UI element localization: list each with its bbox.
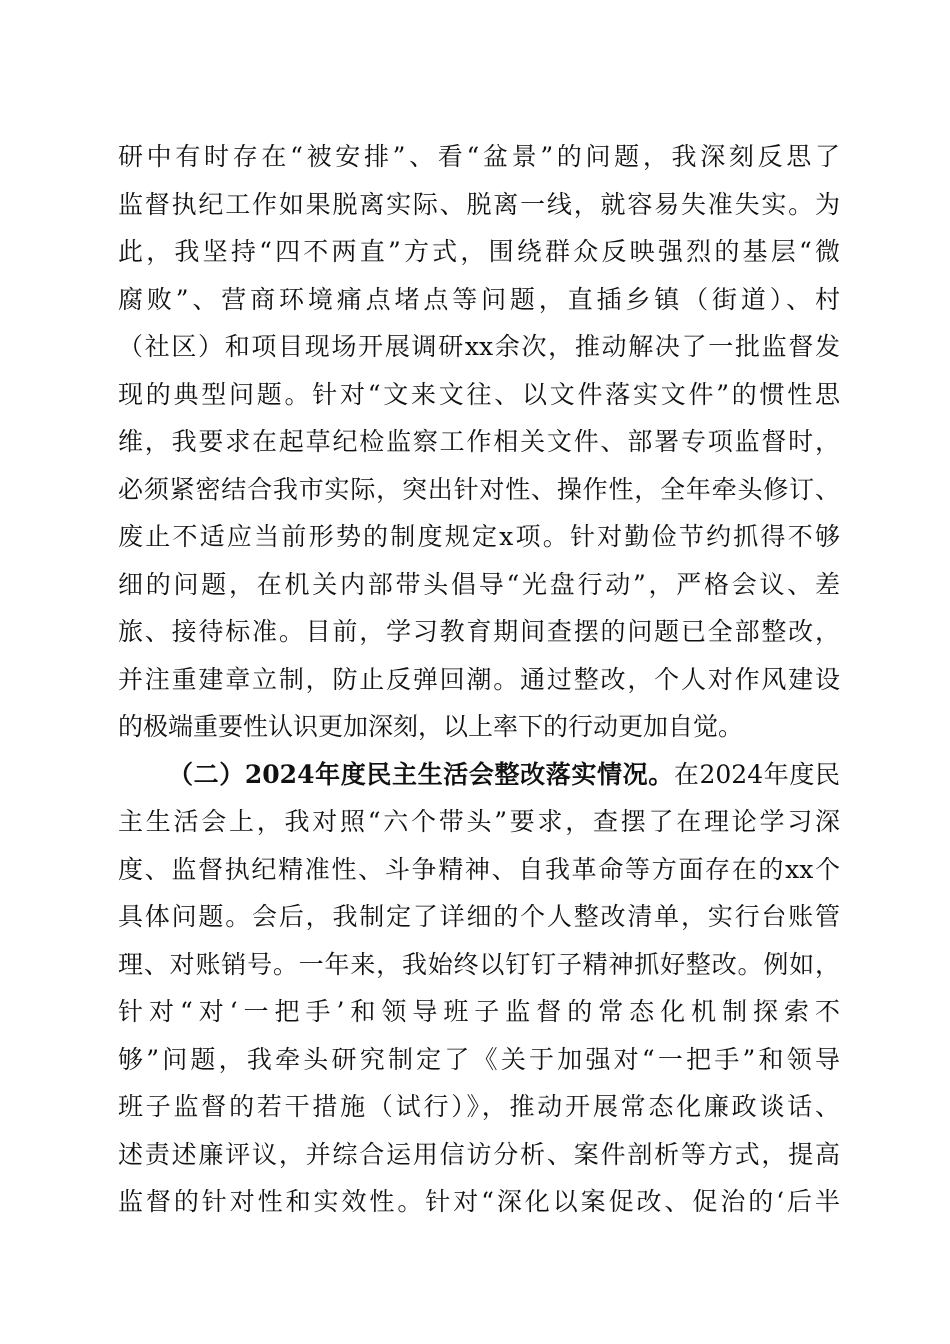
text-line: 述责述廉评议，并综合运用信访分析、案件剖析等方式，提高 (118, 1139, 840, 1169)
document-body (118, 133, 840, 1226)
text-line: 具体问题。会后，我制定了详细的个人整改清单，实行台账管 (118, 902, 840, 931)
text-line: 旅、接待标准。目前，学习教育期间查摆的问题已全部整改， (118, 617, 840, 646)
text-line: 够”问题，我牵头研究制定了《关于加强对“一把手”和领导 (118, 1044, 840, 1074)
text-line: 必须紧密结合我市实际，突出针对性、操作性，全年牵头修订、 (118, 474, 840, 504)
text-line: 研中有时存在“被安排”、看“盆景”的问题，我深刻反思了 (118, 142, 840, 171)
text-line: 现的典型问题。针对“文来文往、以文件落实文件”的惯性思 (118, 379, 840, 409)
text-line: 针对“对‘一把手’和领导班子监督的常态化机制探索不 (118, 997, 840, 1026)
text-line: 此，我坚持“四不两直”方式，围绕群众反映强烈的基层“微 (118, 237, 840, 266)
text-line: 的极端重要性认识更加深刻，以上率下的行动更加自觉。 (118, 712, 744, 741)
paragraph-1 (118, 133, 840, 751)
text-line: 班子监督的若干措施（试行）》，推动开展常态化廉政谈话、 (118, 1092, 840, 1121)
text-line: 并注重建章立制，防止反弹回潮。通过整改，个人对作风建设 (118, 664, 840, 694)
text-line: 腐败”、营商环境痛点堵点等问题，直插乡镇（街道）、村 (118, 284, 840, 314)
paragraph-2 (118, 751, 840, 1226)
text-line: 监督执纪工作如果脱离实际、脱离一线，就容易失准失实。为 (118, 189, 840, 219)
text-line: （社区）和项目现场开展调研xx余次，推动解决了一批监督发 (118, 332, 840, 361)
text-line: 维，我要求在起草纪检监察工作相关文件、部署专项监督时， (118, 427, 840, 456)
text-run: 在2024年度民 (673, 759, 840, 789)
text-line: 监督的针对性和实效性。针对“深化以案促改、促治的‘后半 (118, 1187, 840, 1216)
text-line: 主生活会上，我对照“六个带头”要求，查摆了在理论学习深 (118, 807, 840, 836)
text-line: 度、监督执纪精准性、斗争精神、自我革命等方面存在的xx个 (118, 854, 840, 884)
paragraph-first-line (118, 751, 840, 799)
text-line: 细的问题，在机关内部带头倡导“光盘行动”，严格会议、差 (118, 569, 840, 599)
text-line: 废止不适应当前形势的制度规定x项。针对勤俭节约抓得不够 (118, 522, 840, 551)
section-heading: （二）2024年度民主生活会整改落实情况。 (168, 759, 674, 789)
text-line: 理、对账销号。一年来，我始终以钉钉子精神抓好整改。例如， (118, 949, 840, 979)
